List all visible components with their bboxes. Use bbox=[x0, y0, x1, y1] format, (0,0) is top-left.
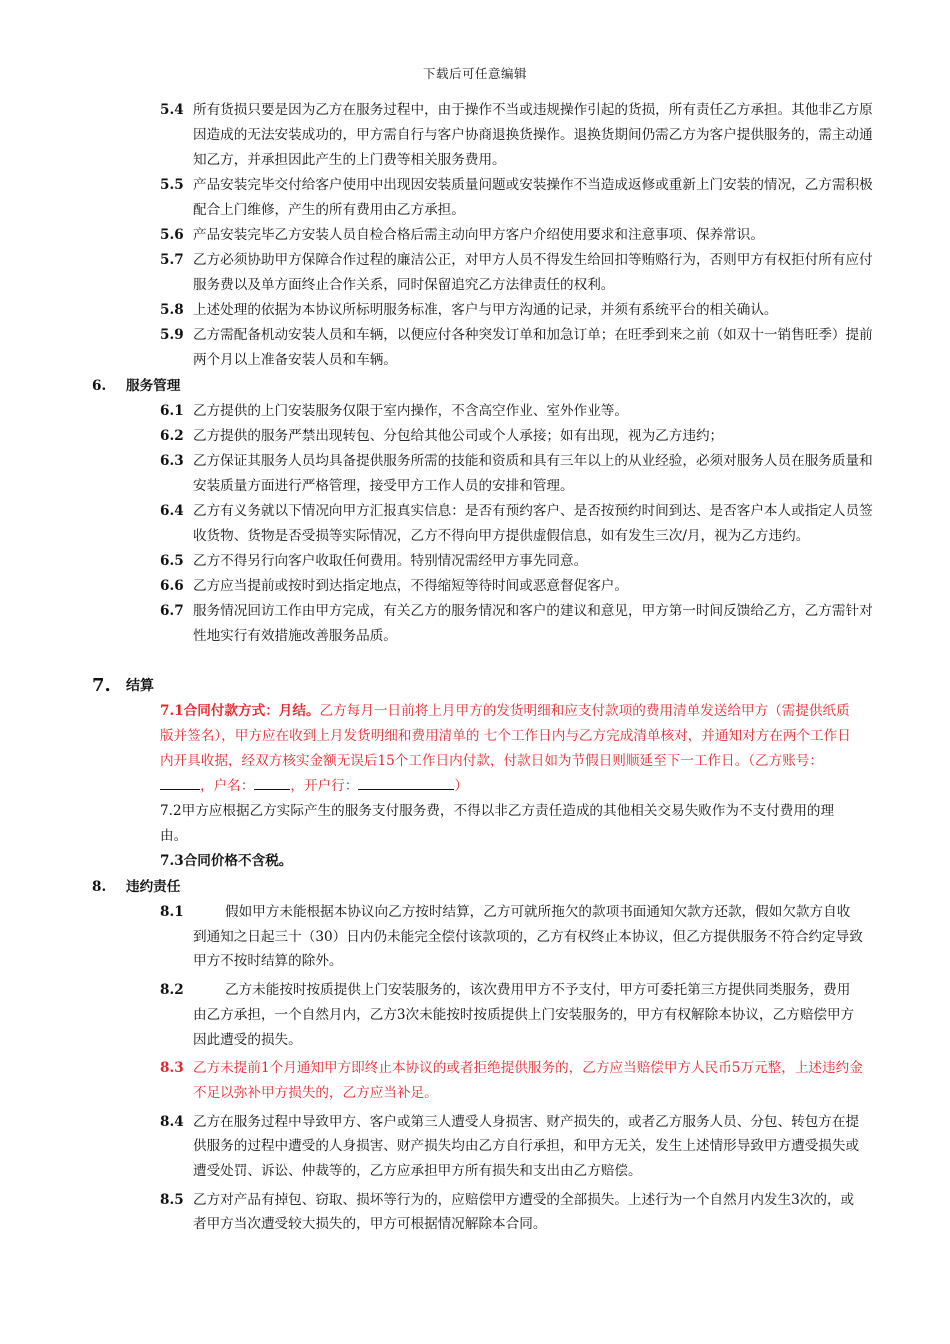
clause-number: 5.9 bbox=[160, 327, 184, 343]
clause-5-5 bbox=[0, 173, 950, 223]
clause-text: 乙方不得另行向客户收取任何费用。特别情况需经甲方事先同意。 bbox=[193, 553, 588, 569]
clause-number: 5.5 bbox=[160, 177, 184, 193]
section-8-list bbox=[0, 900, 950, 1237]
clause-text: 乙方在服务过程中导致甲方、客户或第三人遭受人身损害、财产损失的，或者乙方服务人员、分包、转包方在提供服务的过程中遭受的人身损害、财产损失均由乙方自行承担，和甲方无关，发生上述情形导致甲方遭受损失或遭受处罚、诉讼、仲裁等的，乙方应承担甲方所有损失和支出由乙方赔偿。 bbox=[193, 1113, 860, 1180]
section-number: 6. bbox=[92, 378, 107, 394]
clause-text: 乙方有义务就以下情况向甲方汇报真实信息：是否有预约客户、是否按预约时间到达、是否客户本人或指定人员签收货物、货物是否受损等实际情况，乙方不得向甲方提供虚假信息，如有发生三次/月，视为乙方违约。 bbox=[193, 503, 873, 544]
section-6-list bbox=[0, 399, 950, 649]
clause-text: 假如甲方未能根据本协议向乙方按时结算，乙方可就所拖欠的款项书面通知欠款方还款，假如欠款方自收到通知之日起三十（30）日内仍未能完全偿付该款项的，乙方有权终止本协议，但乙方提供服务不符合约定导致甲方不按时结算的除外。 bbox=[193, 904, 863, 970]
clause-6-1 bbox=[0, 399, 950, 424]
section-title: 违约责任 bbox=[126, 879, 181, 895]
clause-text: 乙方应当提前或按时到达指定地点，不得缩短等待时间或恶意督促客户。 bbox=[193, 578, 628, 594]
page-header: 下载后可任意编辑 bbox=[422, 66, 527, 81]
clause-text: 乙方必须协助甲方保障合作过程的廉洁公正，对甲方人员不得发生给回扣等贿赂行为，否则甲方有权拒付所有应付服务费以及单方面终止合作关系，同时保留追究乙方法律责任的权利。 bbox=[193, 252, 873, 293]
clause-number: 6.2 bbox=[160, 428, 184, 444]
clause-text: 乙方对产品有掉包、窃取、损坏等行为的，应赔偿甲方遭受的全部损失。上述行为一个自然月内发生3次的，或者甲方当次遭受较大损失的，甲方可根据情况解除本合同。 bbox=[193, 1191, 855, 1233]
bank-blank bbox=[358, 775, 454, 790]
clause-number: 5.8 bbox=[160, 302, 184, 318]
clause-number: 5.4 bbox=[160, 102, 184, 118]
account-name-label: ，户名： bbox=[200, 778, 255, 794]
clause-text: 乙方保证其服务人员均具备提供服务所需的技能和资质和具有三年以上的从业经验，必须对服务人员在服务质量和安装质量方面进行严格管理，接受甲方工作人员的安排和管理。 bbox=[193, 453, 873, 494]
clause-6-4 bbox=[0, 499, 950, 549]
clause-8-3 bbox=[0, 1056, 950, 1105]
clause-number: 6.5 bbox=[160, 553, 184, 569]
clause-text-wrap bbox=[193, 900, 863, 974]
clause-number: 6.1 bbox=[160, 403, 184, 419]
clause-7-3: 7.3合同价格不含税。 bbox=[160, 853, 293, 869]
account-name-blank bbox=[254, 775, 290, 790]
clause-7-1 bbox=[160, 699, 860, 799]
clause-number: 8.5 bbox=[160, 1191, 184, 1208]
clause-number: 8.3 bbox=[160, 1060, 184, 1077]
clause-text: 乙方未能按时按质提供上门安装服务的，该次费用甲方不予支付，甲方可委托第三方提供同类服务，费用由乙方承担，一个自然月内，乙方3次未能按时按质提供上门安装服务的，甲方有权解除本协议，乙方赔偿甲方因此遭受的损失。 bbox=[193, 982, 855, 1048]
clause-5-4 bbox=[0, 98, 950, 173]
clause-5-6 bbox=[0, 223, 950, 248]
clause-text: 乙方提供的服务严禁出现转包、分包给其他公司或个人承接；如有出现，视为乙方违约； bbox=[193, 428, 724, 444]
clause-7-1-lead: 7.1合同付款方式：月结。 bbox=[160, 703, 320, 719]
clause-5-7 bbox=[0, 248, 950, 298]
clause-7-1-body: 乙方每月一日前将上月甲方的发货明细和应支付款项的费用清单发送给甲方（需提供纸质版并签名），甲方应在收到上月发货明细和费用清单的 七个工作日内与乙方完成清单核对，并通知对方在两个工作日内开具收据，经双方核实金额无误后15个工作日内付款，付款日如为节假日则顺延至下一工作日。（乙方账号： bbox=[160, 703, 851, 769]
clause-6-3 bbox=[0, 449, 950, 499]
clause-number: 5.6 bbox=[160, 227, 184, 243]
document-body bbox=[0, 98, 950, 1237]
clause-7-2: 7.2甲方应根据乙方实际产生的服务支付服务费，不得以非乙方责任造成的其他相关交易失败作为不支付费用的理由。 bbox=[160, 803, 835, 844]
clause-5-8 bbox=[0, 298, 950, 323]
clause-number: 6.4 bbox=[160, 503, 184, 519]
clause-text-wrap bbox=[193, 978, 863, 1052]
section-number: 7. bbox=[92, 675, 111, 696]
clause-text: 乙方需配备机动安装人员和车辆，以便应付各种突发订单和加急订单；在旺季到来之前（如双十一销售旺季）提前两个月以上准备安装人员和车辆。 bbox=[193, 327, 873, 368]
clause-text: 上述处理的依据为本协议所标明服务标准，客户与甲方沟通的记录，并须有系统平台的相关确认。 bbox=[193, 302, 778, 318]
section-7-heading bbox=[0, 673, 950, 699]
clause-text: 产品安装完毕乙方安装人员自检合格后需主动向甲方客户介绍使用要求和注意事项、保养常识。 bbox=[193, 227, 764, 243]
clause-7-1-close: ） bbox=[454, 778, 468, 794]
clause-number: 6.3 bbox=[160, 453, 184, 469]
clause-6-5 bbox=[0, 549, 950, 574]
clause-6-6 bbox=[0, 574, 950, 599]
clause-8-4 bbox=[0, 1110, 950, 1184]
clause-8-1 bbox=[0, 900, 950, 974]
clause-text: 服务情况回访工作由甲方完成，有关乙方的服务情况和客户的建议和意见，甲方第一时间反馈给乙方，乙方需针对性地实行有效措施改善服务品质。 bbox=[193, 603, 873, 644]
section-number: 8. bbox=[92, 879, 107, 895]
clause-text: 产品安装完毕交付给客户使用中出现因安装质量问题或安装操作不当造成返修或重新上门安装的情况，乙方需积极配合上门维修，产生的所有费用由乙方承担。 bbox=[193, 177, 873, 218]
account-number-blank bbox=[160, 775, 200, 790]
clause-number: 5.7 bbox=[160, 252, 184, 268]
clause-text: 所有货损只要是因为乙方在服务过程中，由于操作不当或违规操作引起的货损，所有责任乙方承担。其他非乙方原因造成的无法安装成功的，甲方需自行与客户协商退换货操作。退换货期间仍需乙方为客户提供服务的，需主动通知乙方，并承担因此产生的上门费等相关服务费用。 bbox=[193, 102, 873, 168]
clause-number: 6.6 bbox=[160, 578, 184, 594]
section-8-heading bbox=[0, 874, 950, 900]
clause-6-7 bbox=[0, 599, 950, 649]
section-5-list bbox=[0, 98, 950, 373]
clause-text: 乙方未提前1个月通知甲方即终止本协议的或者拒绝提供服务的，乙方应当赔偿甲方人民币5万元整，上述违约金不足以弥补甲方损失的，乙方应当补足。 bbox=[193, 1060, 863, 1101]
bank-label: ，开户行： bbox=[290, 778, 359, 794]
section-6-heading bbox=[0, 373, 950, 399]
section-title: 服务管理 bbox=[126, 378, 181, 394]
clause-6-2 bbox=[0, 424, 950, 449]
clause-number: 8.2 bbox=[160, 982, 184, 999]
clause-8-5 bbox=[0, 1188, 950, 1237]
clause-number: 8.4 bbox=[160, 1113, 184, 1130]
section-title: 结算 bbox=[126, 678, 154, 694]
clause-number: 6.7 bbox=[160, 603, 184, 619]
clause-text: 乙方提供的上门安装服务仅限于室内操作，不含高空作业、室外作业等。 bbox=[193, 403, 628, 419]
clause-5-9 bbox=[0, 323, 950, 373]
clause-number: 8.1 bbox=[160, 904, 184, 920]
clause-8-2 bbox=[0, 978, 950, 1052]
